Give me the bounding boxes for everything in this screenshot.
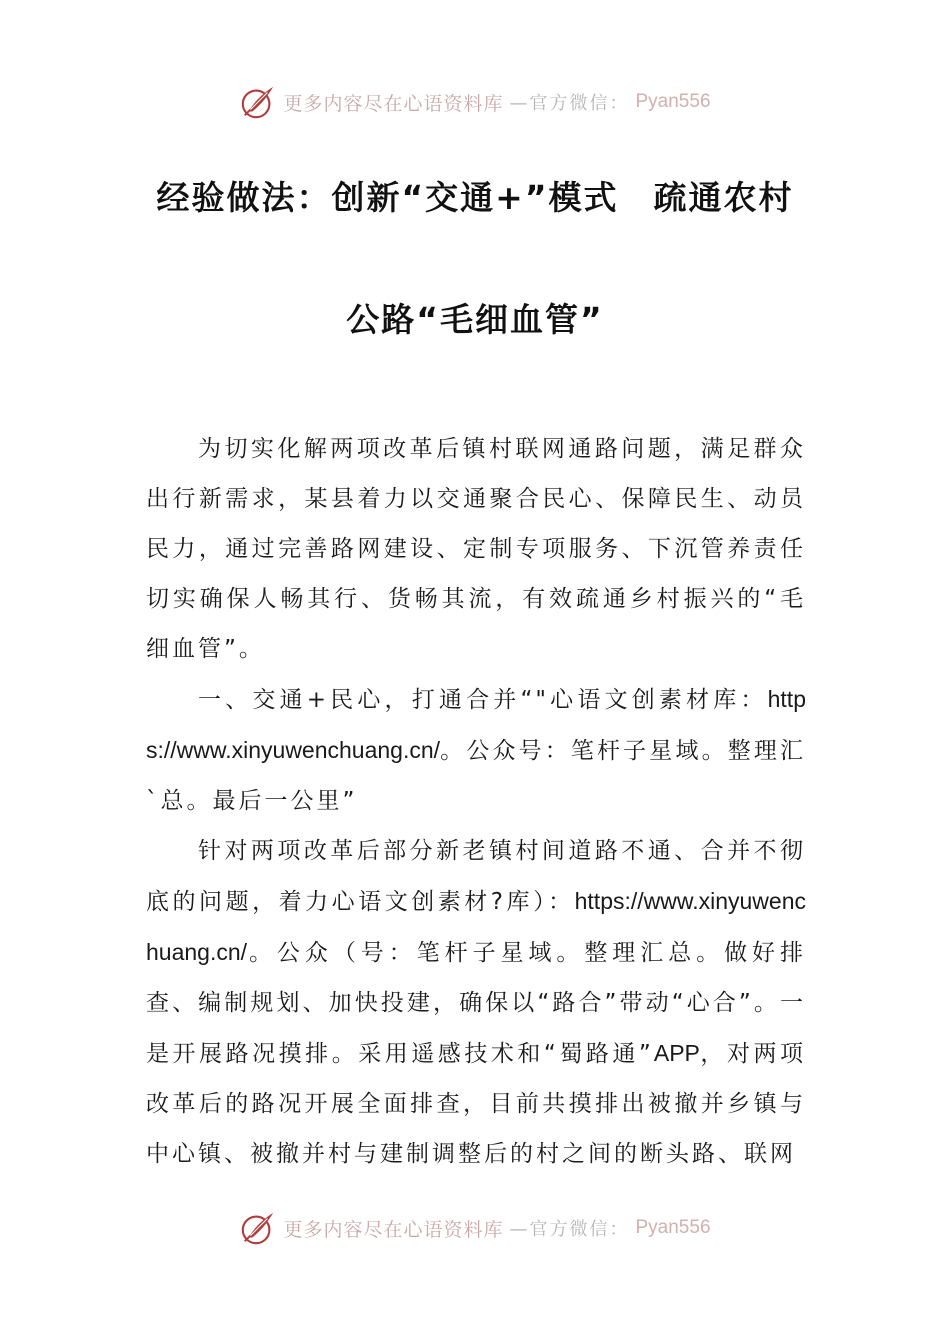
- paragraph-3-url: https://www.xinyuwenchuang.cn/: [146, 888, 806, 965]
- paragraph-2-text-b: 。公众号：笔杆子星域。整理汇`总。最后一公里”: [146, 738, 806, 814]
- banner-wechat-id: Pyan556: [635, 91, 711, 112]
- paragraph-1: 为切实化解两项改革后镇村联网通路问题，满足群众出行新需求，某县着力以交通聚合民心、保障民生、动员民力，通过完善路网建设、定制专项服务、下沉管养责任切实确保人畅其行、货畅其流，有效疏通乡村振兴的“毛细血管”。: [146, 436, 806, 662]
- banner-text: 更多内容尽在心语资料库: [283, 1218, 504, 1241]
- paragraph-3-app: APP: [653, 1040, 700, 1066]
- banner-wechat-label: —官方微信：: [509, 1219, 630, 1240]
- paragraph-2-url: https://www.xinyuwenchuang.cn/: [146, 686, 806, 763]
- paragraph-2: [146, 674, 806, 826]
- document-body: [146, 424, 806, 1179]
- bottom-banner: [0, 1206, 950, 1250]
- paragraph-3-text-b: 。公众（号：笔杆子星域。整理汇总。做好排查、编制规划、加快投建，确保以“路合”带动“心合”。一是开展路况摸排。采用遥感技术和“蜀路通”: [146, 940, 806, 1067]
- top-banner: [0, 80, 950, 124]
- document-title-line-1: 经验做法：创新“交通+”模式 疏通农村: [156, 178, 794, 217]
- paragraph-3-text-a: 针对两项改革后部分新老镇村间道路不通、合并不彻底的问题，着力心语文创素材?库）：: [146, 838, 806, 915]
- banner-text: 更多内容尽在心语资料库: [283, 92, 504, 115]
- banner-wechat-label: —官方微信：: [509, 93, 630, 114]
- document-title-line-2: 公路“毛细血管”: [346, 300, 604, 339]
- paragraph-3: [146, 826, 806, 1179]
- banner-wechat-id: Pyan556: [635, 1217, 711, 1238]
- paragraph-3-text-c: ，对两项改革后的路况开展全面排查，目前共摸排出被撤并乡镇与中心镇、被撤并村与建制调整后的村之间的断头路、联网: [146, 1041, 806, 1167]
- quill-logo-icon: [239, 83, 277, 121]
- paragraph-2-text-a: 一、交通+民心，打通合并“"心语文创素材库：: [198, 687, 768, 713]
- quill-logo-icon: [239, 1209, 277, 1247]
